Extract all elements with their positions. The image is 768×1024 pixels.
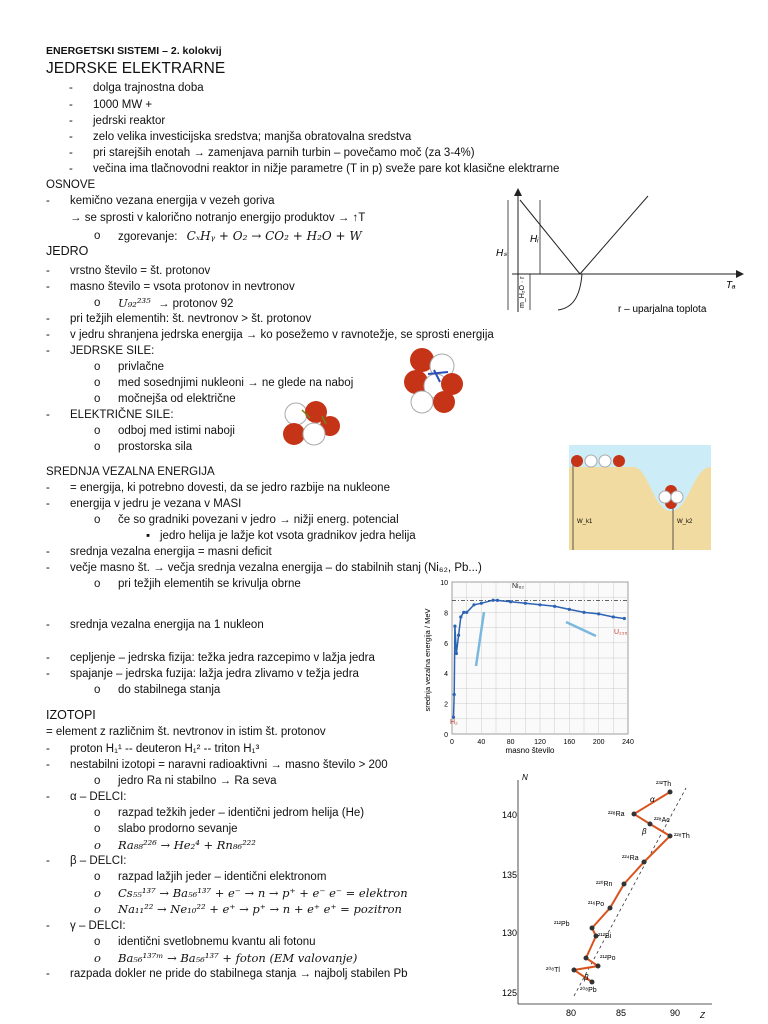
data-point xyxy=(524,602,527,605)
wk1-label: W_k1 xyxy=(577,519,593,525)
izotopi-item: - β – DELCI: xyxy=(70,854,126,868)
srednja-item: o pri težjih elementih se krivulja obrne xyxy=(118,577,301,591)
ta-label: Tₐ xyxy=(726,280,736,291)
data-point xyxy=(491,599,494,602)
x-tick-label: 120 xyxy=(534,739,546,746)
srednja-item: - energija v jedru je vezana v MASI xyxy=(70,497,241,511)
intro-item: - večina ima tlačnovodni reaktor in nižje parametre (T in p) sveže pare kot klasične elektrarne xyxy=(93,162,559,176)
y-axis-label: srednja vezalna energija / MeV xyxy=(423,608,432,712)
decay-chain-chart xyxy=(500,770,716,1020)
wk2-label: W_k2 xyxy=(677,519,693,525)
nuclide-label: ²¹²Po xyxy=(600,955,616,962)
x-tick-label: 80 xyxy=(506,739,515,746)
izotopi-item: = element z različnim št. nevtronov in istim št. protonov xyxy=(46,726,326,738)
y-tick: 130 xyxy=(502,928,518,938)
nuclide-label: ²³²Th xyxy=(656,781,672,788)
nuclide-label: ²²⁰Rn xyxy=(596,881,613,888)
decay-label: β xyxy=(584,973,589,982)
x-tick-label: 200 xyxy=(592,739,605,746)
intro-item: - dolga trajnostna doba xyxy=(93,81,204,95)
jedro-item: - pri težjih elementih: št. nevtronov > št. protonov xyxy=(70,312,311,326)
section-heading: IZOTOPI xyxy=(46,708,96,722)
y-tick-label: 8 xyxy=(444,610,448,618)
izotopi-item: o slabo prodorno sevanje xyxy=(118,822,238,836)
h2-annotation: H₂ xyxy=(450,719,458,726)
x-tick: 90 xyxy=(670,1008,681,1018)
izotopi-equation: o Na₁₁²² → Ne₁₀²² + e⁺ → p⁺ → n + e⁺ e⁺ = pozitron xyxy=(118,902,402,916)
data-point xyxy=(453,693,456,696)
page-title: JEDRSKE ELEKTRARNE xyxy=(46,60,226,77)
data-point xyxy=(509,600,512,603)
z-axis-label: Z xyxy=(700,1011,705,1020)
intro-item: - jedrski reaktor xyxy=(93,114,165,128)
uranium-symbol: U₉₂²³⁵ xyxy=(118,296,151,310)
jedro-item: - vrstno število = št. protonov xyxy=(70,264,210,278)
srednja-item: o če so gradniki povezani v jedro → nižji energ. potencial xyxy=(118,513,399,527)
jedro-item: o odboj med istimi naboji xyxy=(118,424,235,438)
jedro-item: o privlačne xyxy=(118,360,164,374)
jedro-item: - ELEKTRIČNE SILE: xyxy=(70,408,174,422)
y-tick-label: 4 xyxy=(444,671,448,679)
jedro-item: o prostorska sila xyxy=(118,440,192,454)
data-point xyxy=(538,603,541,606)
x-tick-label: 0 xyxy=(450,739,454,746)
x-axis-label: masno število xyxy=(505,746,555,755)
hi-label: Hᵢ xyxy=(530,234,539,245)
data-point xyxy=(462,611,465,614)
data-point xyxy=(453,624,456,627)
x-tick-label: 240 xyxy=(622,739,634,746)
mh2o-label: m_H₂O · r xyxy=(519,276,526,308)
osnove-item: → se sprosti v kalorično notranjo energijo produktov → ↑T xyxy=(70,212,366,224)
srednja-item: - = energija, ki potrebno dovesti, da se jedro razbije na nukleone xyxy=(70,481,390,495)
data-point xyxy=(597,612,600,615)
section-heading: JEDRO xyxy=(46,244,89,258)
osnove-label: zgorevanje: xyxy=(118,231,178,243)
x-tick: 80 xyxy=(566,1008,577,1018)
y-tick-label: 10 xyxy=(440,580,448,587)
nuclide-label: ²⁰⁸Pb xyxy=(580,987,597,994)
izotopi-item: - α – DELCI: xyxy=(70,790,127,804)
srednja-item: - srednja vezalna energija na 1 nukleon xyxy=(70,618,264,632)
n-axis-label: N xyxy=(522,773,528,782)
nuclide-label: ²²⁸Ac xyxy=(654,817,670,824)
osnove-item: - kemično vezana energija v vezeh goriva xyxy=(70,194,275,208)
course-title: ENERGETSKI SISTEMI – 2. kolokvij xyxy=(46,45,222,57)
data-point xyxy=(465,611,468,614)
izotopi-equation: o Ba₅₆¹³⁷ᵐ → Ba₅₆¹³⁷ + foton (EM valovanje) xyxy=(118,951,357,965)
data-point xyxy=(553,605,556,608)
srednja-item: - večje masno št. → večja srednja vezalna energija – do stabilnih stanj (Ni₆₂, Pb...) xyxy=(70,561,482,575)
intro-item: - pri starejših enotah → zamenjava parnih turbin – povečamo moč (za 3-4%) xyxy=(93,146,475,160)
srednja-item: - srednja vezalna energija = masni deficit xyxy=(70,545,272,559)
nucleus-image-large xyxy=(394,344,470,416)
ni62-annotation: Ni₆₂ xyxy=(512,583,525,590)
nuclide-label: ²²⁴Ra xyxy=(622,855,639,862)
izotopi-item: o identični svetlobnemu kvantu ali fotonu xyxy=(118,935,316,949)
section-heading: SREDNJA VEZALNA ENERGIJA xyxy=(46,466,215,478)
data-point xyxy=(480,602,483,605)
izotopi-item: - razpada dokler ne pride do stabilnega stanja → najbolj stabilen Pb xyxy=(70,967,408,981)
potential-well-diagram xyxy=(569,445,711,550)
data-point xyxy=(568,608,571,611)
izotopi-item: - proton H₁¹ -- deuteron H₁² -- triton H₁³ xyxy=(70,742,259,756)
y-tick-label: 0 xyxy=(444,732,448,739)
nucleus-image-small xyxy=(282,400,342,448)
y-tick-label: 6 xyxy=(444,640,448,648)
nuclide-label: ²²⁸Ra xyxy=(608,811,625,818)
r-caption: r – uparjalna toplota xyxy=(618,304,707,315)
jedro-item: o med sosednjimi nukleoni → ne glede na naboj xyxy=(118,376,353,390)
izotopi-equation: o Cs₅₅¹³⁷ → Ba₅₆¹³⁷ + e⁻ → n → p⁺ + e⁻ e⁻ = elektron xyxy=(118,886,408,900)
decay-label: α xyxy=(650,795,655,804)
section-heading: OSNOVE xyxy=(46,179,96,191)
data-point xyxy=(496,599,499,602)
liquid-curve xyxy=(558,274,582,310)
y-tick: 140 xyxy=(502,810,518,820)
srednja-item: o do stabilnega stanja xyxy=(118,683,220,697)
jedro-item: o močnejša od električne xyxy=(118,392,236,406)
binding-energy-chart xyxy=(420,570,636,756)
izotopi-item: o razpad lažjih jeder – identični elektronom xyxy=(118,870,326,884)
izotopi-equation: o Ra₈₈²²⁶ → He₂⁴ + Rn₈₆²²² xyxy=(118,838,256,852)
superheat-line xyxy=(580,196,648,274)
izotopi-item: o razpad težkih jeder – identični jedrom helija (He) xyxy=(118,806,364,820)
x-tick: 85 xyxy=(616,1008,627,1018)
y-tick: 135 xyxy=(502,870,518,880)
data-point xyxy=(472,603,475,606)
nuclide-label: ²¹²Pb xyxy=(554,921,570,928)
combustion-equation: CₓHᵧ + O₂ → CO₂ + H₂O + W xyxy=(186,229,362,243)
decay-label: β xyxy=(642,827,647,836)
srednja-item: ▪ jedro helija je lažje kot vsota gradnikov jedra helija xyxy=(160,529,416,543)
nuclide-label: ²²⁸Th xyxy=(674,833,690,840)
y-tick-label: 2 xyxy=(444,701,448,709)
hs-label: Hₛ xyxy=(496,248,507,259)
data-point xyxy=(612,615,615,618)
u235-annotation: U₂₃₅ xyxy=(614,629,628,636)
nuclide-label: ²⁰⁸Tl xyxy=(546,967,560,974)
izotopi-item: - nestabilni izotopi = naravni radioaktivni → masno število > 200 xyxy=(70,758,388,772)
intro-item: - 1000 MW + xyxy=(93,98,152,112)
jedro-item xyxy=(118,296,233,311)
y-tick: 125 xyxy=(502,988,518,998)
data-point xyxy=(623,617,626,620)
protons-text: → protonov 92 xyxy=(157,298,234,310)
srednja-item: - cepljenje – jedrska fizija: težka jedra razcepimo v lažja jedra xyxy=(70,651,375,665)
jedro-item: - masno število = vsota protonov in nevtronov xyxy=(70,280,295,294)
vapour-line xyxy=(520,200,580,274)
x-tick-label: 40 xyxy=(477,739,486,746)
data-point xyxy=(582,611,585,614)
izotopi-item: o jedro Ra ni stabilno → Ra seva xyxy=(118,774,277,788)
jedro-item: - v jedru shranjena jedrska energija → ko posežemo v ravnotežje, se sprosti energija xyxy=(70,328,494,342)
heating-diagram xyxy=(488,186,750,322)
nuclide-label: ²¹⁶Po xyxy=(588,901,605,908)
x-tick-label: 160 xyxy=(563,739,576,746)
osnove-item xyxy=(118,229,362,244)
izotopi-item: - γ – DELCI: xyxy=(70,919,126,933)
intro-item: - zelo velika investicijska sredstva; manjša obratovalna sredstva xyxy=(93,130,411,144)
data-point xyxy=(459,615,462,618)
data-point xyxy=(457,634,460,637)
data-point xyxy=(455,652,458,655)
srednja-item: - spajanje – jedrska fuzija: lažja jedra zlivamo v težja jedra xyxy=(70,667,359,681)
jedro-item: - JEDRSKE SILE: xyxy=(70,344,154,358)
nuclide-label: ²¹²Bi xyxy=(598,933,612,940)
